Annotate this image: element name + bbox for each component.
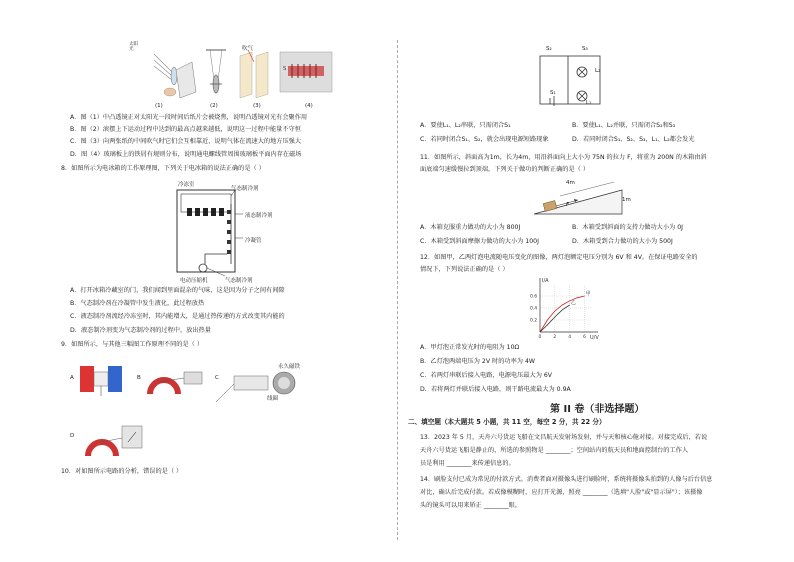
q9-stem: 9．如图所示，与其他三幅图工作原理不同的是（ ） [61,341,204,348]
q10-stem: 10．对如图所示电路的分析，错误的是（ ） [61,468,183,475]
q9-letter-b: B [137,375,141,381]
q7-option-b: B．图（2）滚摆上下运动过程中达到的最高点越来越低，说明这一过程中能量不守恒 [70,126,301,133]
q11-option-d: D．木箱受到合力做功的大小为 500J [572,238,673,245]
y-tick-label: 0.2 [530,318,538,324]
q12-option-d: D．若将两灯并联后接入电路，则干路电流最大为 0.9A [420,386,571,393]
q10-option-c: C．若同时闭合S₁、S₂，就会出现电源短路现象 [420,136,549,143]
blow-label: 吹气 [242,46,254,52]
q9-letter-a: A [70,375,74,381]
q8-option-c: C．液态制冷剂流经冷冻室时，其内能增大，是通过热传递的方式改变其内能的 [70,313,285,320]
y-tick-label: 0.4 [530,306,538,312]
fridge-label-gas1: 气态制冷剂 [231,186,259,192]
q8-option-b: B．气态制冷剂在冷凝管中发生液化，此过程放热 [70,300,205,307]
fig7-caption-1: (1) [155,103,163,109]
y-axis-label: I/A [542,278,549,284]
q9-figure-a [80,366,122,396]
q8-stem: 8．如图所示为电冰箱的工作原理图，下列关于电冰箱的说法正确的是（ ） [61,165,265,172]
q11-option-b: B．木箱受到斜面的支持力做功大小为 0J [572,224,683,231]
x-tick-label: 0 [538,335,542,340]
q14-line-1: 14．刷脸支付已成为常见的付款方式。消费者面对摄像头进行刷脸时，系统将摄像头拍到的人像与后台信息 [420,476,713,483]
x-tick-label: 4 [568,335,572,340]
fridge-label-liquid: 液态制冷剂 [245,213,273,219]
circuit-label-s2: S₂ [546,46,552,52]
q14-line-3: 头的镜头可以用来矫正 ________眼。 [420,502,521,509]
incline-length-label: 4m [566,180,575,186]
q12-option-b: B．乙灯泡两端电压为 2V 时的功率为 4W [420,358,535,365]
q7-option-a: A．图（1）中凸透镜正对太阳光一段时间后纸片会被烧焦，说明凸透镜对光有会聚作用 [70,114,308,121]
q8-option-d: D．液态制冷剂变为气态制冷剂的过程中，放出热量 [70,327,211,334]
q10-option-a: A．要使L₁、L₂串联，只需闭合S₁ [420,122,511,129]
circuit-label-l2: L₂ [595,68,601,74]
q13-line-1: 13．2023 年 5 月，天舟六号货运飞船在文昌航天发射场发射，并与天和核心舱对接。对接完成后，若说 [420,434,708,441]
fridge-label-compressor: 电动压缩机 [180,278,208,284]
q8-option-a: A．打开冰箱冷藏室的门，我们闻到里面混杂的气味，这是因为分子之间有间隙 [70,287,285,294]
q12-line-1: 12．如图甲，乙两灯泡电流随电压变化的图像，两灯泡额定电压分别为 6V 和 4V。在保证电路安全的 [420,254,698,261]
fig7-caption-4: (4) [305,103,313,109]
iu-chart [528,276,608,342]
q9-letter-d: D [70,433,75,439]
circuit-label-l1: L₁ [586,100,592,106]
two-papers-figure [240,50,268,98]
svg-text:S: S [283,66,287,72]
x-tick-label: 6 [583,335,586,340]
q9-figure-d [88,426,142,456]
q10-option-b: B．要使L₁、L₂并联，只需闭合S₂和S₃ [572,122,676,129]
x-tick-label: 2 [553,335,557,340]
section-2-title: 第 II 卷（非选择题） [550,404,645,415]
circuit-label-s1: S₁ [550,90,556,96]
q14-line-2: 对比，确认后完成付款。若成像模糊时，应打开光源，照亮 ________（选填"人脸"或"显示屏"）；该摄像 [420,489,703,496]
q12-option-a: A．甲灯泡正常发光时的电阻为 10Ω [420,344,520,351]
q9-figure-c [216,372,295,402]
q12-option-c: C．若两灯串联后接入电路，电源电压最大为 6V [420,372,553,379]
q10-circuit [520,40,620,112]
q13-line-3: 员是利用 ________来传递信息的。 [420,460,515,467]
fig7-caption-3: (3) [253,103,261,109]
coil-label: 线圈 [267,396,279,402]
q9-letter-c: C [215,375,219,381]
x-axis-label: U/V [590,335,599,341]
fig7-caption-2: (2) [210,103,218,109]
magnet-label: 永久磁铁 [278,364,301,370]
q11-option-a: A．木箱克服重力做功的大小为 800J [420,224,521,231]
q13-line-2: 天舟六号货运飞船是静止的，所选的参照物是 ________；空间站内的航天员和地面控制台的工作人 [420,447,689,454]
circuit-label-s3: S₃ [582,46,588,52]
force-label: F [566,202,570,208]
q11-line-1: 11．如图所示，斜面高为1m，长为4m，用沿斜面向上大小为 75N 的拉力 F，将重为 200N 的木箱由斜 [420,154,707,161]
sun-label: 太阳光 [129,42,138,52]
q10-option-d: D．若同时闭合S₁、S₂、S₃，L₁、L₂都会发光 [572,136,695,143]
q7-figures [140,42,340,110]
lens-figure [154,54,196,98]
series-label-0: 甲 [585,291,591,297]
fridge-label-gas2: 气态制冷剂 [225,278,253,284]
solenoid-figure [280,52,332,92]
column-divider [397,40,398,540]
maxwell-wheel-figure [206,50,226,93]
series-line-0 [540,296,585,332]
series-label-1: 乙 [570,300,576,306]
q9-figure-b [150,372,202,394]
y-tick-label: 0.6 [530,294,538,300]
fridge-diagram [165,176,325,286]
q12-line-2: 情况下，下列说法正确的是（ ） [420,266,509,273]
q7-option-d: D．图（4）玻璃板上的铁屑有规则分布，说明通电螺线管周围玻璃板平面内存在磁场 [70,151,302,158]
fridge-label-freezer: 冷冻室 [178,182,195,188]
part-2-heading: 二、填空题（本大题共 5 小题，共 11 空，每空 2 分，共 22 分） [408,418,606,426]
q7-option-c: C．图（3）向两张纸的中间吹气时它们会互相靠近，说明气体在流速大的地方压强大 [70,138,302,145]
q11-option-c: C．木箱受到斜面摩擦力做功的大小为 100J [420,238,539,245]
fridge-label-condenser: 冷凝管 [245,238,262,244]
q11-line-2: 面底端匀速缓慢拉到顶端，下列关于做功的判断正确的是（ ） [420,166,590,173]
incline-height-label: 1m [622,197,631,203]
